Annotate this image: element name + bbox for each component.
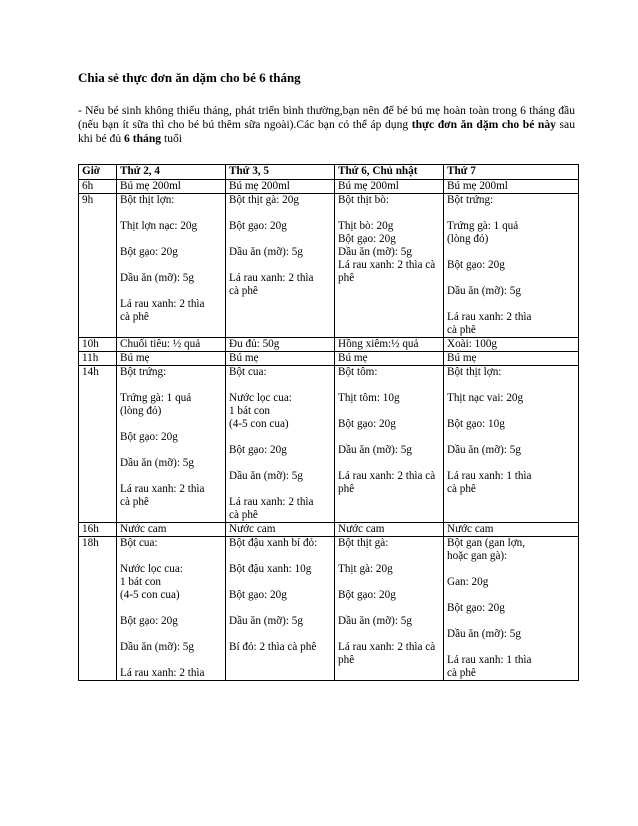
intro-bold-1: thực đơn ăn dặm cho bé này (411, 118, 556, 131)
cell-line: Dầu ăn (mỡ): 5g (447, 628, 521, 640)
cell-spacer (120, 259, 222, 272)
meal-cell (444, 366, 579, 523)
meal-cell (117, 338, 226, 352)
cell-line: Lá rau xanh: 2 thìa (120, 483, 205, 495)
cell-line: Bú mẹ 200ml (447, 180, 508, 192)
meal-cell (117, 352, 226, 366)
time-cell: 9h (79, 194, 117, 338)
cell-line: Bột cua: (229, 366, 267, 378)
cell-spacer (447, 405, 575, 418)
cell-spacer (338, 207, 440, 220)
time-cell: 18h (79, 537, 117, 681)
cell-line: Bột thịt gà: 20g (229, 194, 299, 206)
meal-cell (117, 194, 226, 338)
cell-line: Nước lọc cua: (120, 563, 183, 575)
cell-line: Đu đủ: 50g (229, 338, 280, 350)
meal-cell (226, 366, 335, 523)
cell-line: Bột thịt bò: (338, 194, 389, 206)
cell-line: Bột gan (gan lợn, (447, 537, 526, 549)
meal-cell (117, 537, 226, 681)
cell-line: Bột gạo: 20g (338, 233, 396, 245)
table-row (79, 194, 579, 338)
table-header-row (79, 165, 579, 180)
cell-line: (4-5 con cua) (229, 418, 289, 430)
cell-line: Nước cam (120, 523, 167, 535)
cell-line: Dầu ăn (mỡ): 5g (229, 615, 303, 627)
cell-line: Lá rau xanh: 2 thìa (229, 496, 314, 508)
cell-line: Bột gạo: 20g (120, 431, 178, 443)
cell-line: cà phê (447, 483, 476, 495)
cell-line: Thịt tôm: 10g (338, 392, 400, 404)
meal-cell (117, 180, 226, 194)
intro-text-3: tuổi (161, 132, 183, 145)
meal-cell (444, 338, 579, 352)
cell-spacer (338, 405, 440, 418)
cell-line: Bú mẹ 200ml (120, 180, 181, 192)
cell-spacer (229, 602, 331, 615)
cell-spacer (229, 259, 331, 272)
cell-line: Lá rau xanh: 2 thìa (447, 311, 532, 323)
cell-line: Bột đậu xanh: 10g (229, 563, 312, 575)
cell-line: Hồng xiêm:½ quả (338, 338, 419, 350)
cell-spacer (447, 246, 575, 259)
cell-line: Dầu ăn (mỡ): 5g (338, 246, 412, 258)
cell-line: Nước cam (447, 523, 494, 535)
time-cell: 11h (79, 352, 117, 366)
cell-line: Dầu ăn (mỡ): 5g (447, 444, 521, 456)
cell-spacer (447, 563, 575, 576)
cell-spacer (120, 285, 222, 298)
cell-line: Lá rau xanh: 2 thìa (120, 298, 205, 310)
meal-cell (117, 366, 226, 523)
cell-line: Dầu ăn (mỡ): 5g (229, 470, 303, 482)
cell-line: Dầu ăn (mỡ): 5g (338, 615, 412, 627)
cell-spacer (338, 457, 440, 470)
cell-spacer (338, 602, 440, 615)
cell-spacer (229, 233, 331, 246)
meal-cell (226, 338, 335, 352)
cell-line: Bột gạo: 20g (447, 259, 505, 271)
cell-line: Chuối tiêu: ½ quả (120, 338, 201, 350)
meal-cell (117, 523, 226, 537)
header-time: Giờ (79, 165, 117, 180)
cell-line: Thịt bò: 20g (338, 220, 394, 232)
cell-line: Bột gạo: 20g (338, 418, 396, 430)
cell-line: cà phê (447, 667, 476, 679)
cell-line: 1 bát con (120, 576, 162, 588)
intro-text-2: sau khi bé đủ (78, 118, 575, 145)
cell-line: Dầu ăn (mỡ): 5g (120, 457, 194, 469)
time-cell: 14h (79, 366, 117, 523)
cell-line: Lá rau xanh: 1 thìa (447, 470, 532, 482)
intro-paragraph (78, 104, 575, 146)
cell-line: cà phê (229, 285, 258, 297)
cell-line: phê (338, 272, 355, 284)
cell-line: Lá rau xanh: 2 thìa (120, 667, 205, 679)
cell-line: cà phê (120, 496, 149, 508)
cell-line: Bột đậu xanh bí đỏ: (229, 537, 318, 549)
cell-line: Dầu ăn (mỡ): 5g (120, 641, 194, 653)
cell-line: Bột gạo: 20g (120, 615, 178, 627)
cell-line: cà phê (120, 311, 149, 323)
cell-line: Bột gạo: 10g (447, 418, 505, 430)
cell-line: Trứng gà: 1 quả (120, 392, 192, 404)
cell-spacer (229, 550, 331, 563)
cell-line: Nước cam (229, 523, 276, 535)
cell-line: Bột thịt lợn: (447, 366, 502, 378)
cell-spacer (447, 207, 575, 220)
cell-spacer (120, 444, 222, 457)
cell-spacer (447, 272, 575, 285)
cell-line: Lá rau xanh: 2 thìa cà (338, 641, 436, 653)
cell-line: Lá rau xanh: 1 thìa (447, 654, 532, 666)
cell-line: Thịt lợn nạc: 20g (120, 220, 198, 232)
cell-line: Dầu ăn (mỡ): 5g (229, 246, 303, 258)
cell-line: Gan: 20g (447, 576, 489, 588)
cell-spacer (120, 550, 222, 563)
cell-line: Bột gạo: 20g (229, 220, 287, 232)
cell-line: Lá rau xanh: 2 thìa (229, 272, 314, 284)
time-cell: 10h (79, 338, 117, 352)
meal-cell (335, 194, 444, 338)
meal-cell (335, 180, 444, 194)
cell-line: Bú mẹ 200ml (229, 180, 290, 192)
cell-line: Bột thịt lợn: (120, 194, 175, 206)
meal-cell (335, 537, 444, 681)
cell-spacer (229, 457, 331, 470)
header-day: Thứ 2, 4 (117, 165, 226, 180)
intro-text-1: - Nếu bé sinh không thiếu tháng, phát triển bình thường,bạn nên để bé bú mẹ hoàn toàn trong 6 tháng đầu (nếu bạn ít sữa thì cho bé bú thêm sữa ngoài).Các bạn có thể áp dụng (78, 104, 575, 131)
cell-line: Bột trứng: (120, 366, 167, 378)
cell-spacer (447, 431, 575, 444)
cell-line: Bột gạo: 20g (120, 246, 178, 258)
cell-spacer (338, 379, 440, 392)
time-cell: 6h (79, 180, 117, 194)
cell-line: (lòng đỏ) (447, 233, 489, 245)
cell-line: Bột tôm: (338, 366, 378, 378)
meal-cell (444, 537, 579, 681)
cell-line: Lá rau xanh: 2 thìa cà (338, 470, 436, 482)
cell-line: Bột cua: (120, 537, 158, 549)
meal-cell (444, 194, 579, 338)
cell-spacer (447, 298, 575, 311)
cell-spacer (338, 550, 440, 563)
cell-line: Xoài: 100g (447, 338, 498, 350)
cell-line: Bú mẹ (338, 352, 368, 364)
cell-spacer (338, 431, 440, 444)
cell-spacer (120, 628, 222, 641)
table-row (79, 366, 579, 523)
cell-line: Lá rau xanh: 2 thìa cà (338, 259, 436, 271)
time-cell: 16h (79, 523, 117, 537)
page-title: Chia sẻ thực đơn ăn dặm cho bé 6 tháng (78, 70, 301, 85)
cell-line: Bột thịt gà: (338, 537, 389, 549)
cell-spacer (447, 615, 575, 628)
table-body (79, 180, 579, 681)
meal-cell (226, 352, 335, 366)
cell-line: phê (338, 654, 355, 666)
table-row (79, 352, 579, 366)
cell-line: Nước lọc cua: (229, 392, 292, 404)
header-day: Thứ 3, 5 (226, 165, 335, 180)
cell-spacer (229, 207, 331, 220)
table-row (79, 537, 579, 681)
cell-spacer (120, 602, 222, 615)
cell-spacer (447, 589, 575, 602)
cell-line: cà phê (447, 324, 476, 336)
meal-cell (444, 180, 579, 194)
cell-spacer (229, 431, 331, 444)
cell-line: Bột gạo: 20g (229, 589, 287, 601)
cell-line: 1 bát con (229, 405, 271, 417)
cell-spacer (229, 576, 331, 589)
cell-line: Bột gạo: 20g (447, 602, 505, 614)
cell-line: Dầu ăn (mỡ): 5g (120, 272, 194, 284)
cell-spacer (120, 418, 222, 431)
cell-spacer (120, 654, 222, 667)
cell-line: Dầu ăn (mỡ): 5g (447, 285, 521, 297)
cell-line: Bú mẹ (447, 352, 477, 364)
cell-spacer (229, 379, 331, 392)
cell-spacer (447, 457, 575, 470)
meal-cell (226, 537, 335, 681)
header-day: Thứ 7 (444, 165, 579, 180)
cell-line: Bột gạo: 20g (229, 444, 287, 456)
meal-cell (226, 180, 335, 194)
meal-cell (226, 523, 335, 537)
cell-spacer (120, 470, 222, 483)
meal-cell (335, 523, 444, 537)
cell-line: Bú mẹ 200ml (338, 180, 399, 192)
header-day: Thứ 6, Chủ nhật (335, 165, 444, 180)
cell-spacer (229, 483, 331, 496)
cell-spacer (338, 628, 440, 641)
cell-line: Bột trứng: (447, 194, 494, 206)
cell-line: Bú mẹ (120, 352, 150, 364)
intro-bold-2: 6 tháng (124, 132, 162, 145)
cell-line: phê (338, 483, 355, 495)
cell-spacer (120, 207, 222, 220)
meal-cell (444, 352, 579, 366)
cell-line: Bí đỏ: 2 thìa cà phê (229, 641, 317, 653)
cell-spacer (120, 379, 222, 392)
cell-line: Bột gạo: 20g (338, 589, 396, 601)
meal-cell (335, 366, 444, 523)
meal-cell (335, 352, 444, 366)
cell-line: cà phê (229, 509, 258, 521)
table-row (79, 338, 579, 352)
meal-cell (226, 194, 335, 338)
cell-spacer (229, 628, 331, 641)
cell-line: Dầu ăn (mỡ): 5g (338, 444, 412, 456)
meal-plan-table (78, 164, 579, 681)
cell-spacer (447, 641, 575, 654)
cell-spacer (338, 576, 440, 589)
cell-line: Thịt gà: 20g (338, 563, 393, 575)
cell-line: hoặc gan gà): (447, 550, 508, 562)
cell-line: Thịt nạc vai: 20g (447, 392, 524, 404)
table-row (79, 180, 579, 194)
meal-cell (444, 523, 579, 537)
cell-spacer (447, 379, 575, 392)
cell-line: Nước cam (338, 523, 385, 535)
cell-spacer (120, 233, 222, 246)
cell-line: Bú mẹ (229, 352, 259, 364)
cell-line: Trứng gà: 1 quả (447, 220, 519, 232)
cell-line: (4-5 con cua) (120, 589, 180, 601)
meal-cell (335, 338, 444, 352)
table-row (79, 523, 579, 537)
cell-line: (lòng đỏ) (120, 405, 162, 417)
